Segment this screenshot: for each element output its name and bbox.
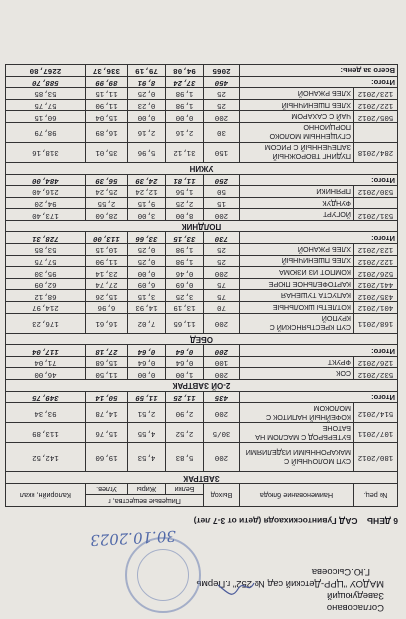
cell-kcal: 216,40 bbox=[5, 186, 85, 198]
cell-kcal: 588,70 bbox=[5, 76, 85, 88]
section-row bbox=[5, 333, 397, 345]
cell-name: ХЛЕБ РЖАНОЙ bbox=[240, 244, 354, 256]
cell-yield: 75 bbox=[204, 278, 240, 290]
cell-name: ХЛЕБ ПШЕНИЧНЫЙ bbox=[240, 255, 354, 267]
table-row bbox=[5, 88, 397, 100]
cell-protein: 11,81 bbox=[166, 174, 204, 186]
cell-label: ПОЛДНИК bbox=[5, 220, 397, 232]
section-row bbox=[5, 380, 397, 392]
section-row bbox=[5, 220, 397, 232]
cell-carbs: 15,76 bbox=[85, 423, 127, 443]
cell-yield: 200 bbox=[204, 403, 240, 423]
cell-fat: 4,53 bbox=[128, 443, 166, 472]
cell-name: ЧАЙ С САХАРОМ bbox=[240, 111, 354, 123]
cell-fat: 12,24 bbox=[128, 186, 166, 198]
cell-protein: 5,83 bbox=[166, 443, 204, 472]
cell-label: ЗАВТРАК bbox=[5, 472, 397, 484]
cell-fat: 0,64 bbox=[128, 345, 166, 357]
cell-fat: 2,16 bbox=[128, 122, 166, 142]
cell-carbs: 27,74 bbox=[85, 278, 127, 290]
cell-name: ФРУКТ bbox=[240, 356, 354, 368]
table-row bbox=[5, 99, 397, 111]
cell-yield: 25 bbox=[204, 255, 240, 267]
cell-recipe: 123/2012 bbox=[354, 244, 398, 256]
cell-carbs: 28,60 bbox=[85, 209, 127, 221]
cell-protein: 1,56 bbox=[166, 186, 204, 198]
cell-yield: 200 bbox=[204, 368, 240, 380]
cell-label: Всего за день: bbox=[240, 64, 398, 76]
cell-yield: 25 bbox=[204, 244, 240, 256]
subtotal-row bbox=[5, 174, 397, 186]
cell-name: КАПУСТА ТУШЕНАЯ bbox=[240, 290, 354, 302]
cell-recipe: 122/2012 bbox=[354, 99, 398, 111]
cell-yield: 200 bbox=[204, 267, 240, 279]
cell-kcal: 117,04 bbox=[5, 345, 85, 357]
menu-subtitle: САД Гувинтоскихаодя (дети от 3-7 лет) bbox=[193, 516, 358, 526]
cell-fat: 0,64 bbox=[128, 356, 166, 368]
day-label: 6 ДЕНЬ bbox=[366, 516, 398, 526]
cell-fat: 24,39 bbox=[128, 174, 166, 186]
cell-yield: 200 bbox=[204, 209, 240, 221]
cell-yield: 30 bbox=[204, 122, 240, 142]
table-row bbox=[5, 197, 397, 209]
cell-protein: 33,15 bbox=[166, 232, 204, 244]
subtotal-row bbox=[5, 232, 397, 244]
table-row bbox=[5, 302, 397, 314]
table-header-row-1 bbox=[5, 495, 397, 507]
cell-kcal: 46,00 bbox=[5, 368, 85, 380]
cell-recipe: 530/2012 bbox=[354, 186, 398, 198]
cell-fat: 0,25 bbox=[128, 255, 166, 267]
col-carbs: Углев. bbox=[85, 483, 127, 495]
cell-yield: 50 bbox=[204, 186, 240, 198]
cell-recipe: 532/2012 bbox=[354, 368, 398, 380]
cell-fat: 7,02 bbox=[128, 313, 166, 333]
cell-name: СОК bbox=[240, 368, 354, 380]
cell-carbs: 16,61 bbox=[85, 313, 127, 333]
table-row bbox=[5, 267, 397, 279]
cell-kcal: 57,75 bbox=[5, 255, 85, 267]
table-row bbox=[5, 122, 397, 142]
cell-fat: 3,15 bbox=[128, 290, 166, 302]
cell-recipe: 126/2012 bbox=[354, 356, 398, 368]
cell-protein: 2,25 bbox=[166, 197, 204, 209]
table-row bbox=[5, 255, 397, 267]
cell-recipe: 505/2012 bbox=[354, 111, 398, 123]
cell-carbs: 56,39 bbox=[85, 174, 127, 186]
cell-recipe: 435/2012 bbox=[354, 290, 398, 302]
cell-yield: 450 bbox=[204, 76, 240, 88]
round-stamp-icon bbox=[125, 537, 201, 613]
table-row bbox=[5, 290, 397, 302]
subtotal-row bbox=[5, 391, 397, 403]
table-row bbox=[5, 313, 397, 333]
cell-protein: 94,08 bbox=[166, 64, 204, 76]
cell-fat: 9,15 bbox=[128, 197, 166, 209]
cell-protein: 8,00 bbox=[166, 209, 204, 221]
cell-name: КОМПОТ ИЗ ИЗЮМА bbox=[240, 267, 354, 279]
cell-carbs: 14,78 bbox=[85, 403, 127, 423]
col-yield: Выход bbox=[204, 483, 240, 506]
cell-carbs: 336,37 bbox=[85, 64, 127, 76]
cell-carbs: 89,99 bbox=[85, 76, 127, 88]
cell-yield: 730 bbox=[204, 232, 240, 244]
cell-fat: 79,19 bbox=[128, 64, 166, 76]
table-row bbox=[5, 443, 397, 472]
cell-fat: 5,96 bbox=[128, 142, 166, 162]
cell-yield: 200 bbox=[204, 111, 240, 123]
cell-fat: 4,55 bbox=[128, 423, 166, 443]
cell-kcal: 93,34 bbox=[5, 403, 85, 423]
cell-carbs: 15,68 bbox=[85, 356, 127, 368]
cell-recipe: 526/2012 bbox=[354, 267, 398, 279]
table-row bbox=[5, 278, 397, 290]
cell-label: Итого: bbox=[240, 76, 398, 88]
cell-protein: 31,12 bbox=[166, 142, 204, 162]
cell-recipe: 107/2011 bbox=[354, 423, 398, 443]
cell-recipe bbox=[354, 122, 398, 142]
cell-name: ПУДИНГ ТВОРОЖНЫЙ ЗАПЕЧЕННЫЙ С РИСОМ bbox=[240, 142, 354, 162]
subtotal-row bbox=[5, 345, 397, 357]
cell-name: СУП КРЕСТЬЯНСКИЙ С КРУПОЙ bbox=[240, 313, 354, 333]
cell-protein: 2,90 bbox=[166, 403, 204, 423]
cell-carbs: 11,90 bbox=[85, 255, 127, 267]
head-name: Г.Ю.Сысоева bbox=[311, 566, 370, 577]
cell-kcal: 60,15 bbox=[5, 111, 85, 123]
cell-label: Итого: bbox=[240, 174, 398, 186]
cell-carbs: 50,14 bbox=[85, 391, 127, 403]
cell-yield: 150 bbox=[204, 142, 240, 162]
cell-yield: 2065 bbox=[204, 64, 240, 76]
cell-carbs: 16,89 bbox=[85, 122, 127, 142]
institution-name: МАДОУ "ЦРР-Детский сад № 252" г.Пермь bbox=[196, 578, 384, 589]
cell-carbs: 2,55 bbox=[85, 197, 127, 209]
cell-protein: 11,65 bbox=[166, 313, 204, 333]
table-row bbox=[5, 403, 397, 423]
cell-kcal: 728,31 bbox=[5, 232, 85, 244]
cell-yield: 250 bbox=[204, 174, 240, 186]
cell-fat: 0,25 bbox=[128, 244, 166, 256]
table-row bbox=[5, 142, 397, 162]
table-row bbox=[5, 186, 397, 198]
cell-yield: 30/5 bbox=[204, 423, 240, 443]
cell-recipe: 531/2012 bbox=[354, 209, 398, 221]
cell-kcal: 142,52 bbox=[5, 443, 85, 472]
cell-recipe: 180/2012 bbox=[354, 443, 398, 472]
cell-yield: 200 bbox=[204, 313, 240, 333]
table-row bbox=[5, 423, 397, 443]
cell-protein: 2,52 bbox=[166, 423, 204, 443]
handwritten-date: 30.10.2023 bbox=[89, 526, 177, 550]
cell-carbs: 11,50 bbox=[85, 368, 127, 380]
cell-carbs: 11,15 bbox=[85, 88, 127, 100]
col-kcal: Калорийн, ккал bbox=[5, 483, 85, 506]
cell-protein: 1,00 bbox=[166, 368, 204, 380]
cell-fat: 0,23 bbox=[128, 99, 166, 111]
cell-kcal: 113,89 bbox=[5, 423, 85, 443]
cell-protein: 2,16 bbox=[166, 122, 204, 142]
cell-kcal: 349,75 bbox=[5, 391, 85, 403]
cell-name: СГУЩЕННЫМ МОЛОКО ПОРЦИОННО bbox=[240, 122, 354, 142]
cell-fat: 0,00 bbox=[128, 368, 166, 380]
cell-protein: 0,64 bbox=[166, 356, 204, 368]
table-row bbox=[5, 244, 397, 256]
cell-kcal: 94,20 bbox=[5, 197, 85, 209]
cell-kcal: 2267,80 bbox=[5, 64, 85, 76]
head-title: Заведующий bbox=[327, 590, 384, 601]
cell-yield: 200 bbox=[204, 345, 240, 357]
cell-protein: 0,46 bbox=[166, 267, 204, 279]
col-protein: Белки bbox=[166, 483, 204, 495]
approved-label: Согласовано bbox=[326, 602, 384, 613]
cell-protein: 37,24 bbox=[166, 76, 204, 88]
cell-kcal: 71,04 bbox=[5, 356, 85, 368]
cell-recipe: 123/2012 bbox=[354, 88, 398, 100]
cell-kcal: 214,97 bbox=[5, 302, 85, 314]
table-row bbox=[5, 111, 397, 123]
cell-name: КАРТОФЕЛЬНОЕ ПЮРЕ bbox=[240, 278, 354, 290]
col-fat: Жиры bbox=[128, 483, 166, 495]
col-recipe: № рец. bbox=[354, 483, 398, 506]
cell-recipe: 514/2012 bbox=[354, 403, 398, 423]
cell-fat: 11,59 bbox=[128, 391, 166, 403]
col-nutrients-group: Пищевые вещества, г bbox=[85, 495, 203, 507]
table-row bbox=[5, 209, 397, 221]
cell-protein: 0,64 bbox=[166, 345, 204, 357]
cell-name: КОФЕЙНЫЙ НАПИТОК С МОЛОКОМ bbox=[240, 403, 354, 423]
cell-carbs: 113,00 bbox=[85, 232, 127, 244]
cell-protein: 1,98 bbox=[166, 99, 204, 111]
cell-fat: 0,00 bbox=[128, 111, 166, 123]
table-row bbox=[5, 368, 397, 380]
cell-name: БУТЕРБРОД С МАСЛОМ НА БАТОНЕ bbox=[240, 423, 354, 443]
cell-carbs: 19,60 bbox=[85, 443, 127, 472]
cell-label: 2-ОЙ ЗАВТРАК bbox=[5, 380, 397, 392]
cell-recipe bbox=[354, 197, 398, 209]
cell-recipe: 168/2011 bbox=[354, 313, 398, 333]
cell-carbs: 23,14 bbox=[85, 267, 127, 279]
cell-protein: 1,98 bbox=[166, 88, 204, 100]
cell-kcal: 98,79 bbox=[5, 122, 85, 142]
menu-table bbox=[5, 64, 398, 507]
cell-kcal: 57,75 bbox=[5, 99, 85, 111]
cell-kcal: 318,16 bbox=[5, 142, 85, 162]
cell-carbs: 35,01 bbox=[85, 142, 127, 162]
table-row bbox=[5, 356, 397, 368]
cell-label: Итого: bbox=[240, 345, 398, 357]
cell-fat: 14,93 bbox=[128, 302, 166, 314]
cell-fat: 3,00 bbox=[128, 209, 166, 221]
section-row bbox=[5, 472, 397, 484]
cell-kcal: 484,00 bbox=[5, 174, 85, 186]
signature-icon bbox=[216, 577, 256, 597]
menu-title bbox=[6, 516, 398, 526]
cell-label: УЖИН bbox=[5, 162, 397, 174]
cell-recipe: 122/2012 bbox=[354, 255, 398, 267]
cell-fat: 0,25 bbox=[128, 88, 166, 100]
cell-fat: 2,51 bbox=[128, 403, 166, 423]
cell-protein: 3,25 bbox=[166, 290, 204, 302]
cell-carbs: 25,24 bbox=[85, 186, 127, 198]
grand-total-row bbox=[5, 64, 397, 76]
cell-label: ОБЕД bbox=[5, 333, 397, 345]
subtotal-row bbox=[5, 76, 397, 88]
cell-kcal: 53,85 bbox=[5, 88, 85, 100]
cell-carbs: 10,15 bbox=[85, 244, 127, 256]
cell-protein: 1,98 bbox=[166, 255, 204, 267]
cell-fat: 33,66 bbox=[128, 232, 166, 244]
cell-kcal: 173,40 bbox=[5, 209, 85, 221]
cell-label: Итого: bbox=[240, 391, 398, 403]
section-row bbox=[5, 162, 397, 174]
cell-protein: 11,25 bbox=[166, 391, 204, 403]
cell-carbs: 6,96 bbox=[85, 302, 127, 314]
cell-yield: 100 bbox=[204, 356, 240, 368]
cell-protein: 1,98 bbox=[166, 244, 204, 256]
cell-yield: 25 bbox=[204, 99, 240, 111]
cell-name: КОТЛЕТЫ ШКОЛЬНЫЕ bbox=[240, 302, 354, 314]
cell-protein: 0,69 bbox=[166, 278, 204, 290]
cell-name: ЙОГУРТ bbox=[240, 209, 354, 221]
col-name: Наименование блюда bbox=[240, 483, 354, 506]
cell-yield: 75 bbox=[204, 290, 240, 302]
menu-table-body bbox=[5, 64, 397, 483]
cell-protein: 0,00 bbox=[166, 111, 204, 123]
cell-name: ФУНДУК bbox=[240, 197, 354, 209]
cell-yield: 15 bbox=[204, 197, 240, 209]
cell-kcal: 62,09 bbox=[5, 278, 85, 290]
cell-label: Итого: bbox=[240, 232, 398, 244]
cell-fat: 8,91 bbox=[128, 76, 166, 88]
cell-kcal: 53,85 bbox=[5, 244, 85, 256]
cell-carbs: 27,18 bbox=[85, 345, 127, 357]
cell-name: ХЛЕБ ПШЕНИЧНЫЙ bbox=[240, 99, 354, 111]
cell-recipe: 401/2012 bbox=[354, 302, 398, 314]
cell-name: ПРЯНИКИ bbox=[240, 186, 354, 198]
cell-recipe: 441/2012 bbox=[354, 278, 398, 290]
cell-name: СУП МОЛОЧНЫЙ С МАКАРОННЫМИ ИЗДЕЛИЯМИ bbox=[240, 443, 354, 472]
cell-carbs: 11,90 bbox=[85, 99, 127, 111]
cell-recipe: 284/2018 bbox=[354, 142, 398, 162]
cell-protein: 13,19 bbox=[166, 302, 204, 314]
cell-fat: 0,00 bbox=[128, 267, 166, 279]
cell-kcal: 95,30 bbox=[5, 267, 85, 279]
cell-carbs: 15,26 bbox=[85, 290, 127, 302]
cell-yield: 25 bbox=[204, 88, 240, 100]
cell-yield: 435 bbox=[204, 391, 240, 403]
cell-yield: 70 bbox=[204, 302, 240, 314]
cell-fat: 6,09 bbox=[128, 278, 166, 290]
cell-carbs: 15,04 bbox=[85, 111, 127, 123]
cell-yield: 200 bbox=[204, 443, 240, 472]
cell-name: ХЛЕБ РЖАНОЙ bbox=[240, 88, 354, 100]
cell-kcal: 176,23 bbox=[5, 313, 85, 333]
cell-kcal: 68,12 bbox=[5, 290, 85, 302]
